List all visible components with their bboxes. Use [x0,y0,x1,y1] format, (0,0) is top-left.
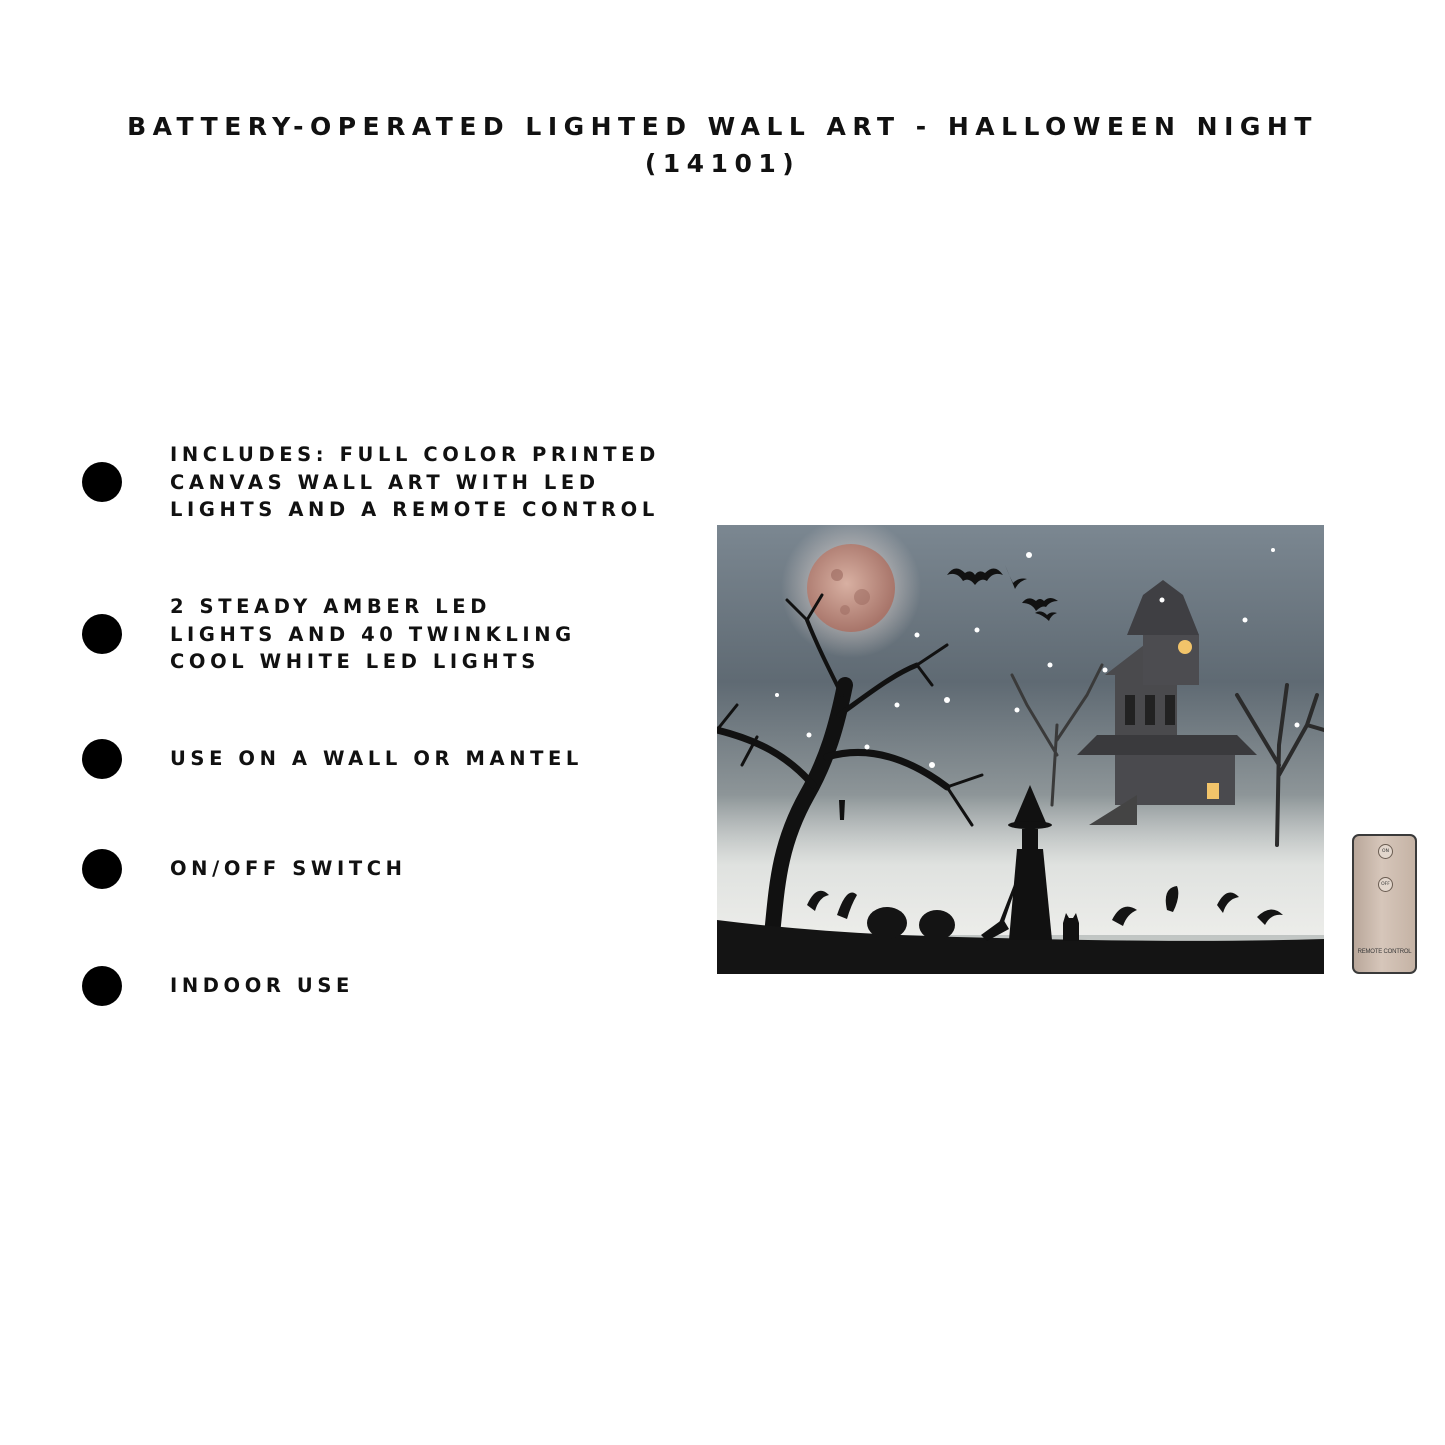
feature-item [82,593,702,676]
feature-item [82,441,702,524]
bullet-icon [82,966,122,1006]
remote-label: REMOTE CONTROL [1357,949,1412,955]
feature-text: ON/OFF SWITCH [170,857,407,881]
feature-item [82,739,702,779]
title-line-1: BATTERY-OPERATED LIGHTED WALL ART - HALLOWEEN NIGHT [127,112,1318,141]
remote-on-button: ON [1378,844,1393,859]
feature-item [82,849,702,889]
feature-text: USE ON A WALL OR MANTEL [170,747,583,771]
bullet-icon [82,849,122,889]
remote-off-button: OFF [1378,877,1393,892]
page-title [0,108,1445,182]
hanging-bat-icon [839,800,845,820]
feature-item [82,966,702,1006]
bullet-icon [82,739,122,779]
title-line-2: (14101) [644,149,801,178]
bullet-icon [82,462,122,502]
remote-control-image [1352,834,1417,974]
bullet-icon [82,614,122,654]
feature-text: INCLUDES: FULL COLOR PRINTED CANVAS WALL ART WITH LED LIGHTS AND A REMOTE CONTROL [170,443,660,521]
halloween-canvas-image [717,525,1324,974]
feature-text: 2 STEADY AMBER LED LIGHTS AND 40 TWINKLING COOL WHITE LED LIGHTS [170,595,576,673]
feature-text: INDOOR USE [170,974,354,998]
moon-icon [807,544,895,632]
